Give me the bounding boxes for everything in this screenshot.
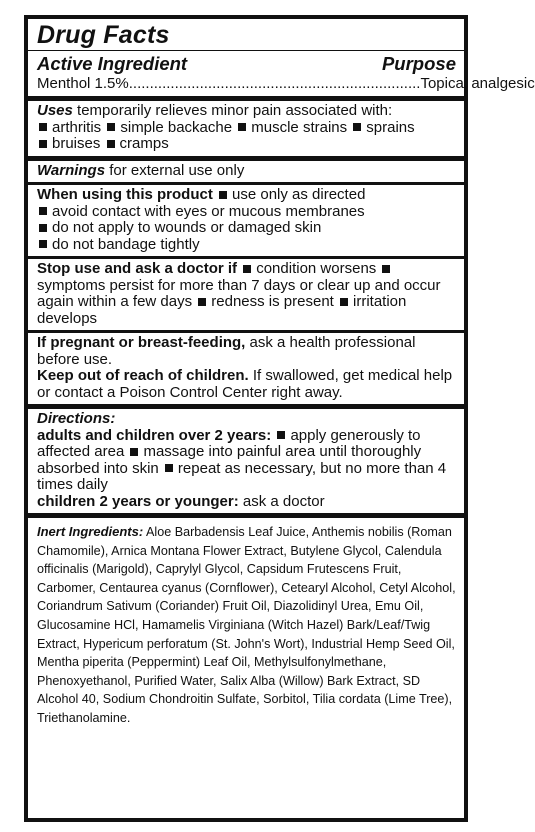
uses-item: cramps	[119, 135, 169, 152]
uses-intro: temporarily relieves minor pain associated with:	[72, 102, 393, 119]
stop-use-item: redness is present	[211, 293, 334, 310]
bullet-icon	[39, 240, 47, 248]
stop-use-section	[28, 259, 464, 330]
active-ingredient-header	[28, 51, 464, 75]
bullet-icon	[39, 224, 47, 232]
inert-ingredients-heading: Inert Ingredients:	[37, 524, 144, 539]
bullet-icon	[277, 431, 285, 439]
stop-use-item: symptoms persist for more than 7 days or clear up and occur again within a few days	[37, 276, 441, 310]
bullet-icon	[238, 123, 246, 131]
bullet-icon	[107, 140, 115, 148]
adults-heading: adults and children over 2 years:	[37, 426, 272, 444]
bullet-icon	[340, 298, 348, 306]
directions-item: massage into painful area until thoroughly absorbed into skin	[37, 443, 422, 477]
bullet-icon	[165, 464, 173, 472]
when-using-section	[28, 185, 464, 256]
directions-heading: Directions:	[37, 410, 116, 427]
stop-use-item: condition worsens	[256, 260, 377, 277]
uses-heading: Uses	[37, 102, 73, 119]
keep-out-text: If swallowed, get medical help or contact a Poison Control Center right away.	[37, 367, 453, 401]
warnings-text: for external use only	[105, 161, 245, 179]
pregnancy-heading: If pregnant or breast-feeding,	[37, 334, 246, 351]
active-ingredient-row	[28, 75, 535, 96]
directions-item: apply generously to affected area	[37, 426, 421, 460]
when-using-heading: When using this product	[37, 186, 213, 203]
uses-item: simple backache	[120, 118, 233, 136]
stop-use-heading: Stop use and ask a doctor if	[37, 260, 238, 277]
uses-item: arthritis	[52, 118, 102, 136]
children-text: ask a doctor	[238, 492, 325, 510]
bullet-icon	[39, 207, 47, 215]
when-using-item: do not apply to wounds or damaged skin	[52, 219, 322, 236]
when-using-item: avoid contact with eyes or mucous membranes	[52, 202, 365, 220]
bullet-icon	[198, 298, 206, 306]
warnings-section	[28, 161, 464, 183]
uses-item: sprains	[366, 118, 415, 136]
directions-item: repeat as necessary, but no more than 4 times daily	[37, 459, 447, 493]
uses-item: bruises	[52, 135, 101, 152]
pregnancy-text: ask a health professional before use.	[37, 334, 416, 368]
leader-dots: ......................................................................	[128, 75, 421, 92]
bullet-icon	[353, 123, 361, 131]
bullet-icon	[382, 265, 390, 273]
active-ingredient-heading: Active Ingredient	[37, 53, 188, 74]
children-heading: children 2 years or younger:	[37, 492, 239, 510]
pregnancy-section	[28, 333, 464, 404]
keep-out-heading: Keep out of reach of children.	[37, 367, 249, 384]
bullet-icon	[39, 140, 47, 148]
active-ingredient-name: Menthol 1.5%	[37, 75, 129, 92]
drug-facts-label	[24, 15, 535, 822]
bullet-icon	[39, 123, 47, 131]
bullet-icon	[107, 123, 115, 131]
drug-facts-title: Drug Facts	[37, 21, 170, 49]
directions-section	[28, 409, 464, 513]
when-using-item: use only as directed	[232, 186, 366, 203]
uses-item: muscle strains	[251, 118, 348, 136]
uses-section	[28, 101, 464, 156]
bullet-icon	[219, 191, 227, 199]
when-using-item: do not bandage tightly	[52, 235, 200, 253]
warnings-heading: Warnings	[37, 161, 106, 179]
inert-ingredients-text: Aloe Barbadensis Leaf Juice, Anthemis nobilis (Roman Chamomile), Arnica Montana Flower Extract, Butylene Glycol, Calendula officinalis (Marigold), Caprylyl Glycol, Capsidum Frutescens Fruit, Carbomer, Centaurea cyanus (Cornflower), Cetearyl Alcohol, Cetyl Alcohol, Coriandrum Sativum (Coriander) Fruit Oil, Diazolidinyl Urea, Emu Oil, Glucosamine HCl, Hamamelis Virginiana (Witch Hazel) Bark/Leaf/Twig Extract, Hypericum perforatum (St. John's Wort), Industrial Hemp Seed Oil, Mentha piperita (Peppermint) Leaf Oil, Methylsulfonylmethane, Phenoxyethanol, Purified Water, Salix Alba (Willow) Bark Extract, SD Alcohol 40, Sodium Chondroitin Sulfate, Sorbitol, Tilia cordata (Lime Tree), Triethanolamine.	[37, 525, 456, 725]
inert-ingredients-section	[28, 518, 464, 731]
stop-use-item: irritation develops	[37, 293, 407, 327]
bullet-icon	[243, 265, 251, 273]
bullet-icon	[130, 448, 138, 456]
purpose-heading: Purpose	[381, 53, 456, 74]
active-ingredient-purpose: Topical analgesic	[420, 75, 535, 92]
